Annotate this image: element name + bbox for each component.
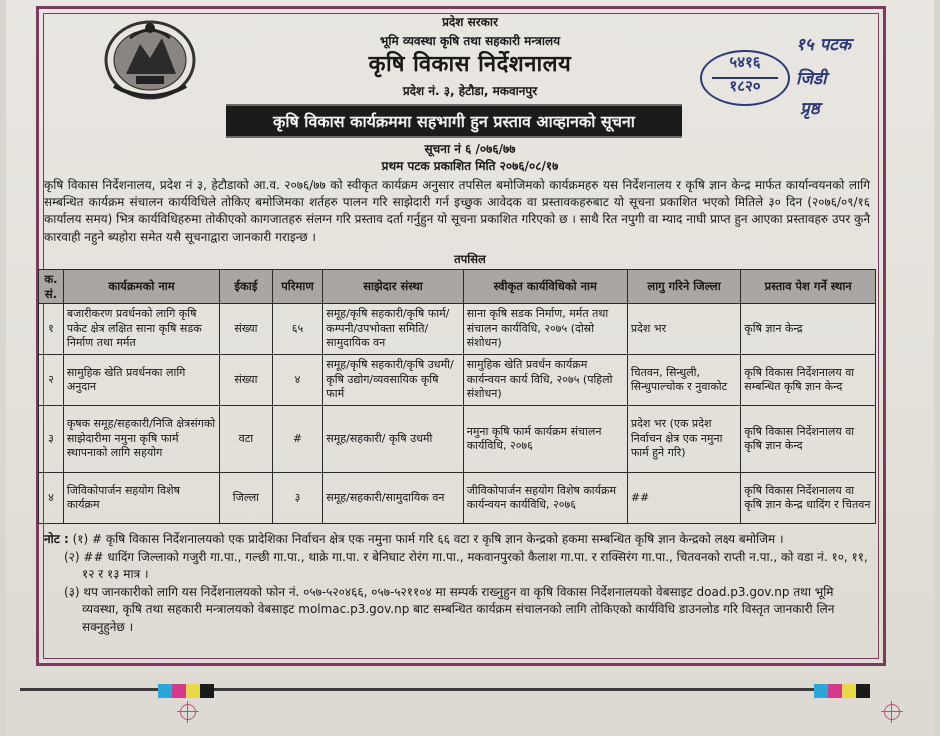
color-swatch-magenta xyxy=(828,684,842,698)
cell-quantity: ६५ xyxy=(272,304,323,355)
cell-district: चितवन, सिन्धुली, सिन्धुपाल्चोक र नुवाकोट xyxy=(627,355,740,406)
office-address: प्रदेश नं. ३, हेटौडा, मकवानपुर xyxy=(402,84,538,98)
col-header-procedure: स्वीकृत कार्यविधिको नाम xyxy=(463,270,627,304)
cell-serial: ४ xyxy=(39,473,64,524)
col-header-partner: साझेदार संस्था xyxy=(323,270,463,304)
col-header-submission-place: प्रस्ताव पेश गर्ने स्थान xyxy=(741,270,876,304)
handwritten-note-1: १५ पटक xyxy=(796,35,851,55)
notice-body-paragraph: कृषि विकास निर्देशनालय, प्रदेश नं ३, हेटौडाको आ.व. २०७६/७७ को स्वीकृत कार्यक्रम अनुसार तपसिल बमोजिमको कार्यक्रमहरु यस निर्देशनालय र कृषि ज्ञान केन्द्र मार्फत कार्यान्वयनको लागि सम्बन्धित कार्यक्रम संचालन कार्यविधिले तोकिए बमोजिमका शर्तहरु पालन गरि साझेदारी गर्न इच्छुक आवेदक वा प्रस्तावकहरुबाट यो सूचना प्रकाशित भएको मितिले ३० दिन (२०७६/०९/१६ कार्यालय समय) भित्र कार्यविधिहरुमा तोकीएको कागजातहरु संलग्न गरि प्रस्ताव दर्ता गर्नुहुन यो सूचना प्रकाशित गरिएको छ । साथै रित नपुगी वा म्याद नाघी प्राप्त हुन आएका प्रस्तावहरु उपर कुनै कारवाही नहुने ब्यहोरा समेत यसै सूचनाद्वारा जानकारी गराइन्छ । xyxy=(44,178,870,244)
cell-partner: समूह/सहकारी/सामुदायिक वन xyxy=(323,473,463,524)
notes-section xyxy=(44,531,870,636)
handwritten-note-2: जिडी xyxy=(796,69,827,89)
department-title: कृषि विकास निर्देशनालय xyxy=(368,52,572,77)
notice-number: सूचना नं ६ /०७६/७७ xyxy=(424,142,516,156)
registration-line-middle xyxy=(214,688,814,691)
registration-stamp xyxy=(700,50,790,106)
color-swatch-yellow xyxy=(186,684,200,698)
cell-district: प्रदेश भर (एक प्रदेश निर्वाचन क्षेत्र एक नमुना फार्म हुने गरि) xyxy=(627,406,740,473)
color-swatch-cyan xyxy=(158,684,172,698)
col-header-quantity: परिमाण xyxy=(272,270,323,304)
cell-program: जिविकोपार्जन सहयोग विशेष कार्यक्रम xyxy=(63,473,219,524)
cell-procedure: जीविकोपार्जन सहयोग विशेष कार्यक्रम कार्यन्वयन कार्यविधि, २०७६ xyxy=(463,473,627,524)
cell-submission-place: कृषि ज्ञान केन्द्र xyxy=(741,304,876,355)
color-swatch-magenta xyxy=(172,684,186,698)
ministry-heading: भूमि व्यवस्था कृषि तथा सहकारी मन्त्रालय xyxy=(379,34,561,48)
cell-unit: संख्या xyxy=(220,355,272,406)
color-swatch-black xyxy=(200,684,214,698)
note-item-2: (२) ## धादिंग जिल्लाको गजुरी गा.पा., गल्छी गा.पा., थाक्रे गा.पा. र बेनिघाट रोरंग गा.पा., मकवानपुरको कैलाश गा.पा. र राक्सिरंग गा.पा., चितवनको राप्ती न.पा., को वडा नं. १०, ११, १२ र १३ मात्र । xyxy=(64,549,868,581)
stamp-bottom: १८२० xyxy=(729,77,761,95)
cell-quantity: ३ xyxy=(272,473,323,524)
table-row xyxy=(39,406,876,473)
cell-unit: संख्या xyxy=(220,304,272,355)
cell-unit: जिल्ला xyxy=(220,473,272,524)
cell-quantity: ४ xyxy=(272,355,323,406)
cell-submission-place: कृषि विकास निर्देशनालय वा कृषि ज्ञान केन्द्र धादिंग र चितवन xyxy=(741,473,876,524)
programs-table xyxy=(38,269,876,524)
cell-procedure: नमुना कृषि फार्म कार्यक्रम संचालन कार्यविधि, २०७६ xyxy=(463,406,627,473)
table-row xyxy=(39,355,876,406)
note-item-1 xyxy=(44,531,870,549)
notes-label: नोट : xyxy=(44,532,69,546)
table-row xyxy=(39,304,876,355)
registration-mark-icon xyxy=(884,704,900,720)
government-heading: प्रदेश सरकार xyxy=(442,15,498,29)
registration-line-left xyxy=(20,688,158,691)
schedule-title: तपसिल xyxy=(454,252,486,266)
cell-unit: वटा xyxy=(220,406,272,473)
col-header-serial: क. सं. xyxy=(39,270,64,304)
col-header-unit: ईकाई xyxy=(220,270,272,304)
cell-serial: ३ xyxy=(39,406,64,473)
handwritten-note-3: प्रृष्ठ xyxy=(800,99,820,119)
cell-partner: समूह/कृषि सहकारी/कृषि फार्म/कम्पनी/उपभोक्ता समिति/सामुदायिक वन xyxy=(323,304,463,355)
cell-partner: समूह/कृषि सहकारी/कृषि उधमी/कृषि उद्योग/व्यवसायिक कृषि फार्म xyxy=(323,355,463,406)
registration-mark-icon xyxy=(180,704,196,720)
cell-district: प्रदेश भर xyxy=(627,304,740,355)
cell-serial: १ xyxy=(39,304,64,355)
cell-program: बजारीकरण प्रवर्धनको लागि कृषि पकेट क्षेत्र लक्षित साना कृषि सडक निर्माण तथा मर्मत xyxy=(63,304,219,355)
color-swatch-cyan xyxy=(814,684,828,698)
color-swatch-black xyxy=(856,684,870,698)
cell-district: ## xyxy=(627,473,740,524)
cell-quantity: # xyxy=(272,406,323,473)
col-header-program: कार्यक्रमको नाम xyxy=(63,270,219,304)
cell-submission-place: कृषि विकास निर्देशनालय वा सम्बन्धित कृषि ज्ञान केन्द xyxy=(741,355,876,406)
note-item-3: (३) थप जानकारीको लागि यस निर्देशनालयको फोन नं. ०५७-५२०४६६, ०५७-५२११०४ मा सम्पर्क राख्नुहुन वा कृषि विकास निर्देशनालयको वेबसाइट doad.p3.gov.np तथा भूमि व्यवस्था, कृषि तथा सहकारी मन्त्रालयको वेबसाइट molmac.p3.gov.np बाट सम्बन्धित कार्यक्रम संचालनको लागि तोकिएको कार्यविधि डाउनलोड गरि विस्तृत जानकारी लिन सक्नुहुनेछ । xyxy=(64,584,835,634)
cell-procedure: साना कृषि सडक निर्माण, मर्मत तथा संचालन कार्यविधि, २०७५ (दोस्रो संशोधन) xyxy=(463,304,627,355)
publish-date: प्रथम पटक प्रकाशित मिति २०७६/०८/१७ xyxy=(381,159,559,173)
table-header-row xyxy=(39,270,876,304)
cell-partner: समूह/सहकारी/ कृषि उधमी xyxy=(323,406,463,473)
cell-procedure: सामुहिक खेति प्रवर्धन कार्यक्रम कार्यन्वयन कार्य विधि, २०७५ (पहिलो संशोधन) xyxy=(463,355,627,406)
color-swatch-yellow xyxy=(842,684,856,698)
cell-submission-place: कृषि विकास निर्देशनालय वा कृषि ज्ञान केन्द xyxy=(741,406,876,473)
cell-program: सामुहिक खेति प्रवर्धनका लागि अनुदान xyxy=(63,355,219,406)
cell-program: कृषक समूह/सहकारी/निजि क्षेत्रसंगको साझेदारीमा नमुना कृषि फार्म स्थापनाको लागि सहयोग xyxy=(63,406,219,473)
cell-serial: २ xyxy=(39,355,64,406)
notice-banner-title: कृषि विकास कार्यक्रममा सहभागी हुन प्रस्ताव आव्हानको सूचना xyxy=(226,104,682,138)
stamp-top: ५४१६ xyxy=(729,53,761,71)
note-text-1: (१) # कृषि विकास निर्देशनालयको एक प्रादेशिका निर्वाचन क्षेत्र एक नमुना फार्म गरि ६६ वटा र कृषि ज्ञान केन्द्रको हकमा सम्बन्धित कृषि ज्ञान केन्द्रको लक्ष्य बमोजिम । xyxy=(72,532,784,546)
col-header-district: लागु गरिने जिल्ला xyxy=(627,270,740,304)
table-row xyxy=(39,473,876,524)
